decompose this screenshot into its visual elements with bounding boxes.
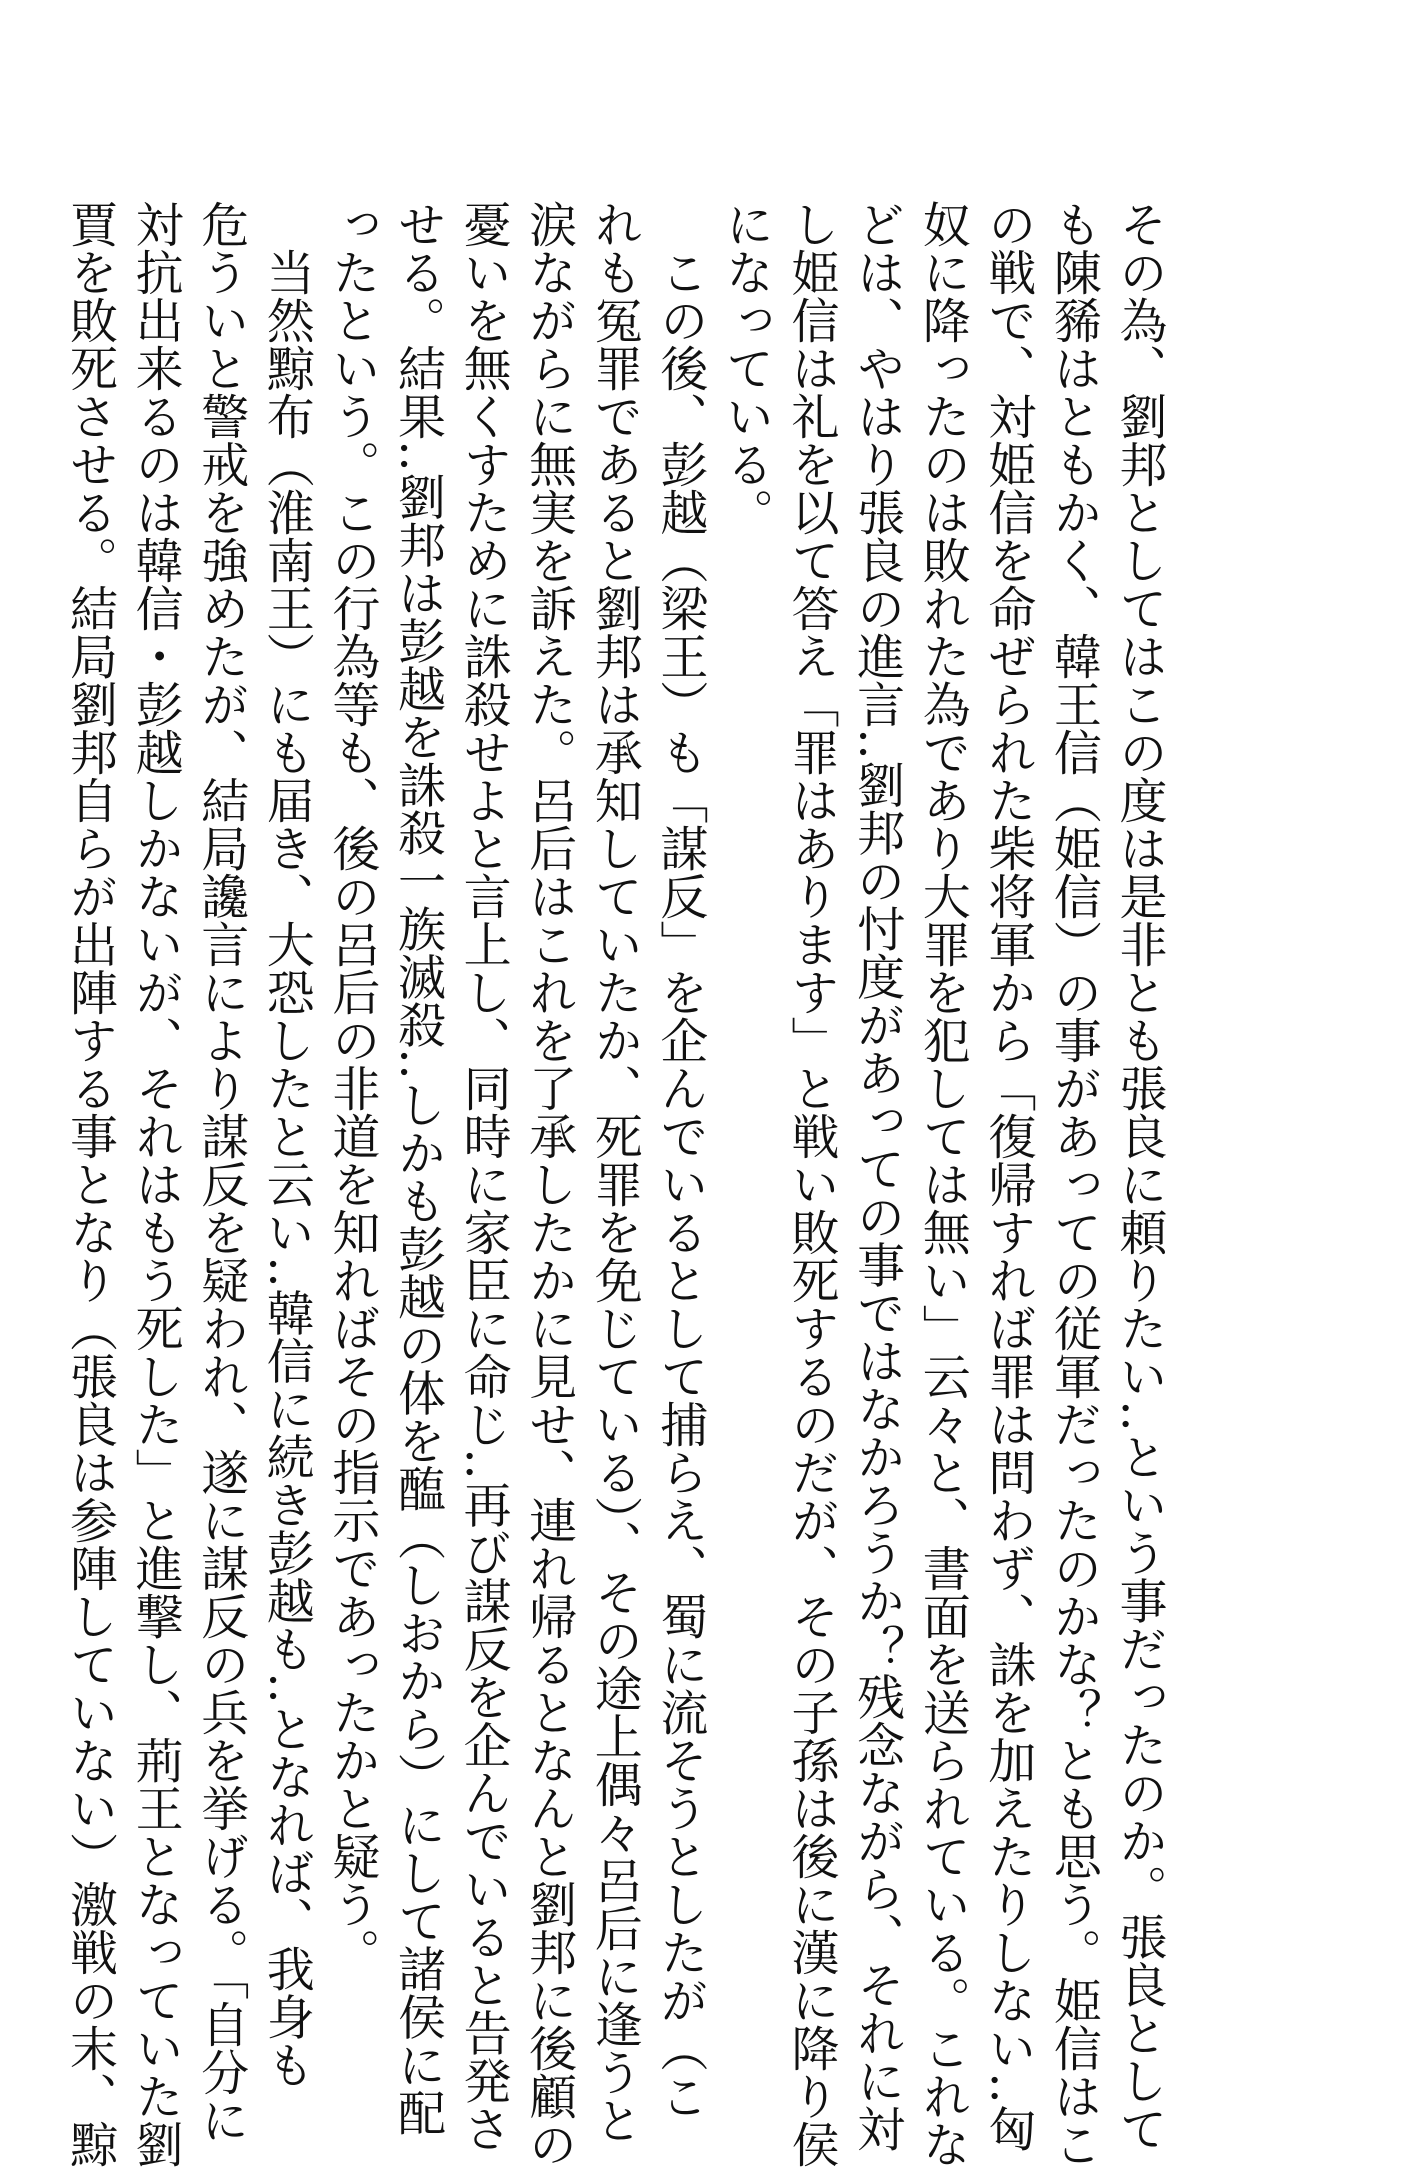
text-line: この後、彭越（梁王）も「謀反」を企んでいるとして捕らえ、蜀に流そうとしたが（こ — [651, 200, 708, 2120]
text-line: れも冤罪であると劉邦は承知していたか、死罪を免じている）、その途上偶々呂后に逢うと — [586, 200, 643, 2144]
text-line: 当然黥布（淮南王）にも届き、大恐したと云い‥韓信に続き彭越も‥となれば、我身も — [258, 200, 315, 2089]
text-line: 涙ながらに無実を訴えた。呂后はこれを了承したかに見せ、連れ帰るとなんと劉邦に後顧の — [520, 200, 577, 2168]
text-line: せる。結果‥劉邦は彭越を誅殺一族滅殺‥しかも彭越の体を醢（しおから）にして諸侯に配 — [389, 200, 446, 2137]
text-line: 憂いを無くすために誅殺せよと言上し、同時に家臣に命じ‥再び謀反を企んでいると告発さ — [455, 200, 512, 2153]
text-line: 賈を敗死させる。結局劉邦自らが出陣する事となり（張良は参陣していない）激戦の末、黥 — [61, 200, 118, 2168]
text-line: 対抗出来るのは韓信・彭越しかないが、それはもう死した」と進撃し、荊王となっていた劉 — [127, 200, 184, 2168]
text-line: どは、やはり張良の進言‥劉邦の忖度があっての事ではなかろうか？残念ながら、それに対 — [848, 200, 905, 2153]
text-line: ったという。この行為等も、後の呂后の非道を知ればその指示であったかと疑う。 — [323, 200, 380, 1976]
text-line: 奴に降ったのは敗れた為であり大罪を犯しては無い」云々と、書面を送られている。これな — [914, 200, 971, 2168]
text-line: 危ういと警戒を強めたが、結局讒言により謀反を疑われ、遂に謀反の兵を挙げる。「自分に — [192, 200, 249, 2144]
text-line: し姫信は礼を以て答え「罪はあります」と戦い敗死するのだが、その子孫は後に漢に降り侯 — [783, 200, 840, 2168]
text-line: も陳豨はともかく、韓王信（姫信）の事があっての従軍だったのかな？とも思う。姫信はこ — [1045, 200, 1102, 2168]
vertical-text-body — [56, 200, 1171, 2168]
text-line: になっている。 — [717, 200, 774, 536]
text-line: その為、劉邦としてはこの度は是非とも張良に頼りたい‥という事だったのか。張良として — [1111, 200, 1167, 2153]
text-line: の戦で、対姫信を命ぜられた柴将軍から「復帰すれば罪は問わず、誅を加えたりしない‥匈 — [979, 200, 1036, 2153]
